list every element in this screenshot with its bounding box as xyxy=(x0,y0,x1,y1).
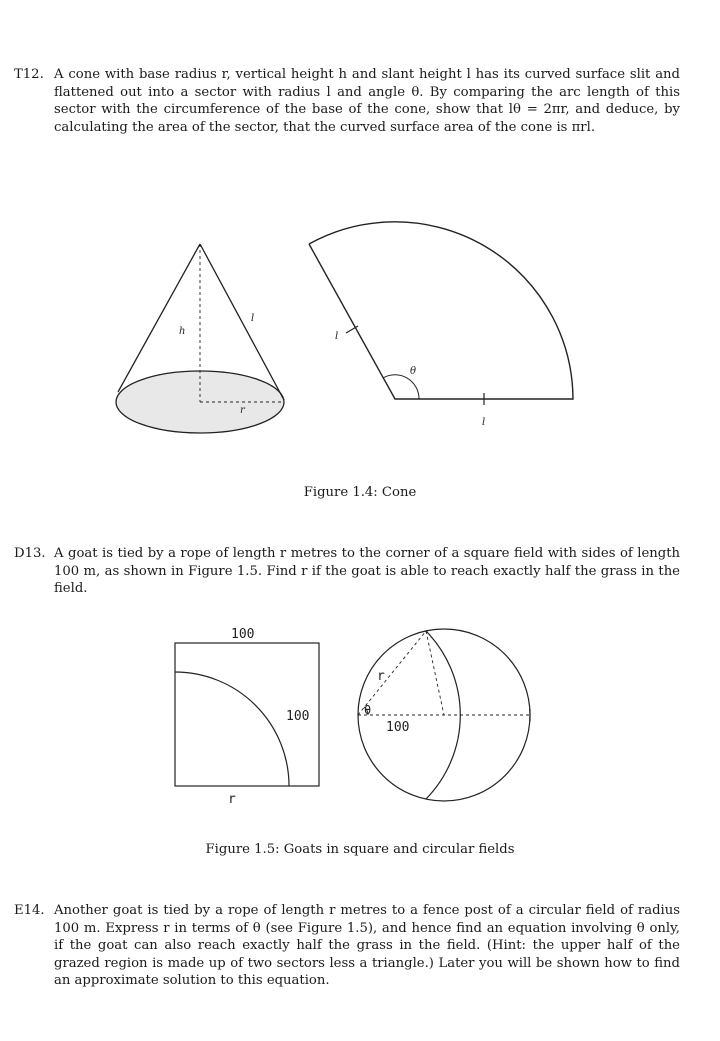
problem-number: T12. xyxy=(14,67,44,82)
square-grazed-arc xyxy=(175,672,289,786)
circle-angle-label: θ xyxy=(364,703,372,717)
problem-text: A cone with base radius r, vertical height h and slant height l has its curved surface slit and flattened out into a sector with radius l and angle θ. By comparing the arc length of this sector with the circumference of the base of the cone, show that lθ = 2πr, and deduce, by calculating the area of the sector, that the curved surface area of the cone is πrl. xyxy=(54,67,680,135)
problem-text: Another goat is tied by a rope of length r metres to a fence post of a circular field of radius 100 m. Express r in terms of θ (see Figure 1.5), and hence find an equation involving θ only, if the goat can also reach exactly half the grass in the field. (Hint: the upper half of the grazed region is made up of two sectors less a triangle.) Later you will be shown how to find an approximate solution to this equation. xyxy=(54,903,680,989)
circle-triangle-line xyxy=(426,631,444,715)
square-top-label: 100 xyxy=(231,627,255,642)
cone-radius-label: r xyxy=(240,405,245,416)
cone-slant-label: l xyxy=(251,313,255,324)
circle-radius-label: 100 xyxy=(386,720,410,735)
figure-1-4-caption: Figure 1.4: Cone xyxy=(303,485,417,500)
sector-bottom-label: l xyxy=(482,417,486,428)
square-bottom-label: r xyxy=(228,792,236,807)
cone-height-label: h xyxy=(179,326,186,337)
sector-left-label: l xyxy=(335,331,339,342)
square-field-diagram xyxy=(175,627,319,807)
problem-number: D13. xyxy=(14,546,46,561)
circle-field-diagram xyxy=(358,629,530,801)
problem-text: A goat is tied by a rope of length r metres to the corner of a square field with sides of length 100 m, as shown in Figure 1.5. Find r if the goat is able to reach exactly half the grass in the field. xyxy=(54,546,680,597)
problem-number: E14. xyxy=(14,903,45,918)
circle-rope-label: r xyxy=(377,669,385,684)
problem-e14 xyxy=(14,902,680,990)
square-right-label: 100 xyxy=(286,709,310,724)
figure-1-5-caption: Figure 1.5: Goats in square and circular fields xyxy=(205,842,515,857)
sector-angle-label: θ xyxy=(410,366,417,377)
